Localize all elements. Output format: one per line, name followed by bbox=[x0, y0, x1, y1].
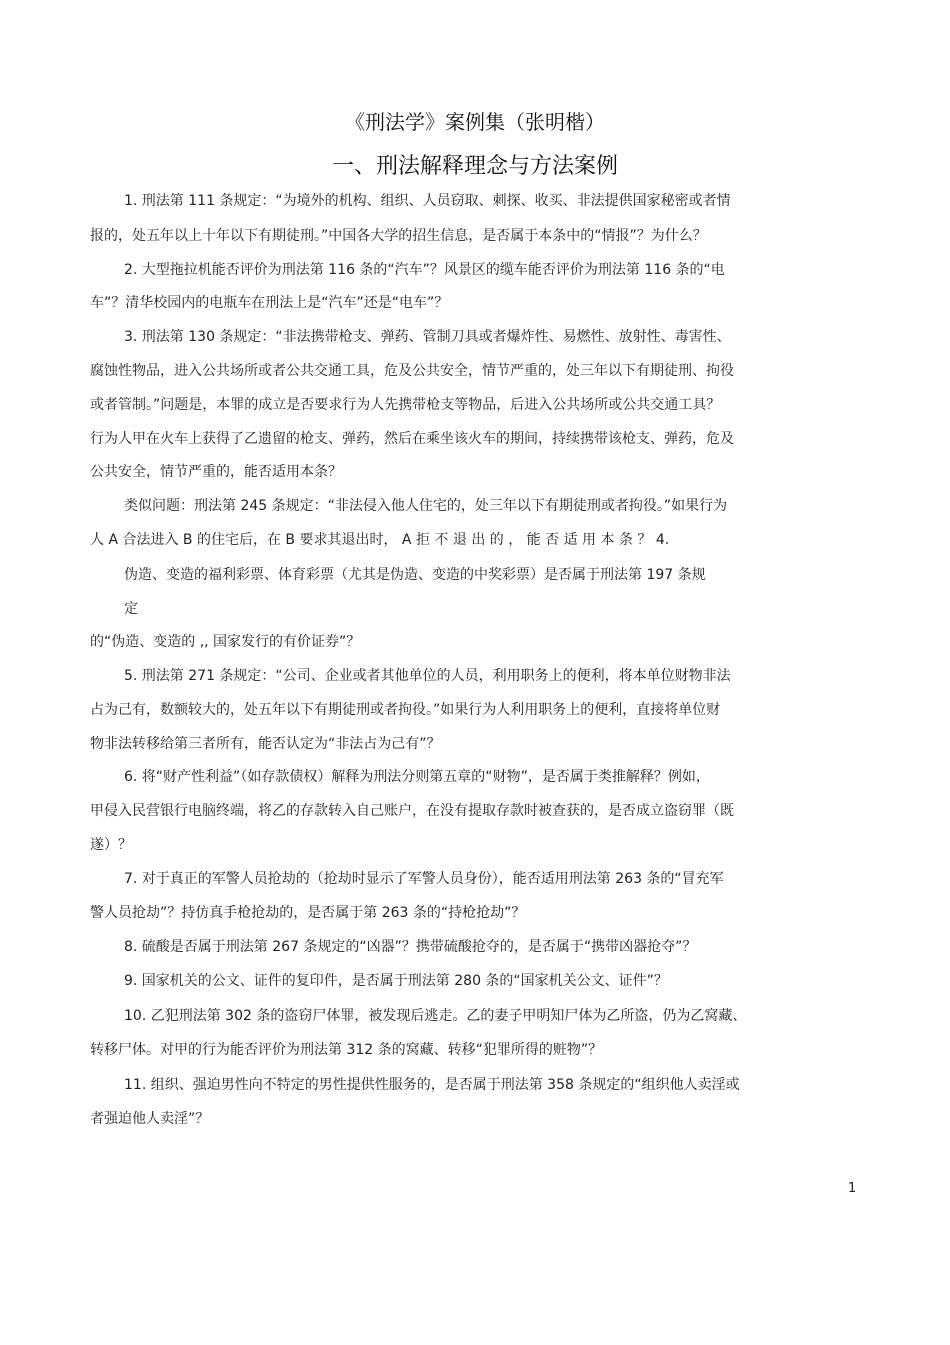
text-line: 7. 对于真正的军警人员抢劫的（抢劫时显示了军警人员身份），能否适用刑法第 263 条的“冒充军 bbox=[124, 871, 724, 887]
text-line: 2. 大型拖拉机能否评价为刑法第 116 条的“汽车”？风景区的缆车能否评价为刑法第 116 条的“电 bbox=[124, 262, 725, 278]
text-line: 或者管制。”问题是，本罪的成立是否要求行为人先携带枪支等物品，后进入公共场所或公共交通工具？ bbox=[90, 397, 721, 413]
text-line: 8. 硫酸是否属于刑法第 267 条规定的“凶器”？携带硫酸抢夺的，是否属于“携带凶器抢夺”？ bbox=[124, 939, 697, 955]
text-line: 占为己有，数额较大的，处五年以下有期徒刑或者拘役。”如果行为人利用职务上的便利，直接将单位财 bbox=[90, 702, 721, 718]
section-heading: 一、刑法解释理念与方法案例 bbox=[331, 154, 618, 179]
text-line: 报的，处五年以上十年以下有期徒刑。”中国各大学的招生信息，是否属于本条中的“情报”？为什么？ bbox=[90, 228, 707, 244]
text-line: 类似问题：刑法第 245 条规定：“非法侵入他人住宅的，处三年以下有期徒刑或者拘役。”如果行为 bbox=[124, 498, 728, 514]
text-line: 定 bbox=[124, 601, 138, 617]
text-line: 伪造、变造的福利彩票、体育彩票（尤其是伪造、变造的中奖彩票）是否属于刑法第 197 条规 bbox=[124, 567, 706, 583]
text-line: 的“伪造、变造的 ,, 国家发行的有价证券”？ bbox=[90, 634, 361, 650]
text-line: 5. 刑法第 271 条规定：“公司、企业或者其他单位的人员，利用职务上的便利，将本单位财物非法 bbox=[124, 668, 731, 684]
text-line: 人 A 合法进入 B 的住宅后，在 B 要求其退出时， A 拒 不 退 出 的 ， 能 否 适 用 本 条 ？ 4. bbox=[90, 532, 670, 548]
document-title: 《刑法学》案例集（张明楷） bbox=[345, 110, 605, 134]
text-line: 物非法转移给第三者所有，能否认定为“非法占为己有”？ bbox=[90, 736, 441, 752]
text-line: 转移尸体。对甲的行为能否评价为刑法第 312 条的窝藏、转移“犯罪所得的赃物”？ bbox=[90, 1042, 603, 1058]
text-line: 6. 将“财产性利益”（如存款债权）解释为刑法分则第五章的“财物”，是否属于类推解释？例如， bbox=[124, 769, 710, 785]
text-line: 9. 国家机关的公文、证件的复印件，是否属于刑法第 280 条的“国家机关公文、证件”？ bbox=[124, 973, 668, 989]
text-line: 11. 组织、强迫男性向不特定的男性提供性服务的，是否属于刑法第 358 条规定的“组织他人卖淫或 bbox=[124, 1077, 740, 1093]
text-line: 3. 刑法第 130 条规定：“非法携带枪支、弹药、管制刀具或者爆炸性、易燃性、放射性、毒害性、 bbox=[124, 329, 731, 345]
text-line: 10. 乙犯刑法第 302 条的盗窃尸体罪，被发现后逃走。乙的妻子甲明知尸体为乙所盗，仍为乙窝藏、 bbox=[124, 1008, 747, 1024]
text-line: 警人员抢劫”？持仿真手枪抢劫的，是否属于第 263 条的“持枪抢劫”？ bbox=[90, 905, 526, 921]
page-number: 1 bbox=[848, 1181, 857, 1196]
text-line: 车”？清华校园内的电瓶车在刑法上是“汽车”还是“电车”？ bbox=[90, 295, 449, 311]
text-line: 公共安全，情节严重的，能否适用本条？ bbox=[90, 464, 342, 480]
text-line: 遂）？ bbox=[90, 837, 132, 853]
text-line: 甲侵入民营银行电脑终端，将乙的存款转入自己账户，在没有提取存款时被查获的，是否成立盗窃罪（既 bbox=[90, 803, 734, 819]
text-line: 1. 刑法第 111 条规定：“为境外的机构、组织、人员窃取、刺探、收买、非法提供国家秘密或者情 bbox=[124, 193, 731, 209]
text-line: 腐蚀性物品，进入公共场所或者公共交通工具，危及公共安全，情节严重的，处三年以下有期徒刑、拘役 bbox=[90, 363, 734, 379]
text-line: 者强迫他人卖淫”？ bbox=[90, 1111, 210, 1127]
text-line: 行为人甲在火车上获得了乙遗留的枪支、弹药，然后在乘坐该火车的期间，持续携带该枪支、弹药，危及 bbox=[90, 431, 734, 447]
